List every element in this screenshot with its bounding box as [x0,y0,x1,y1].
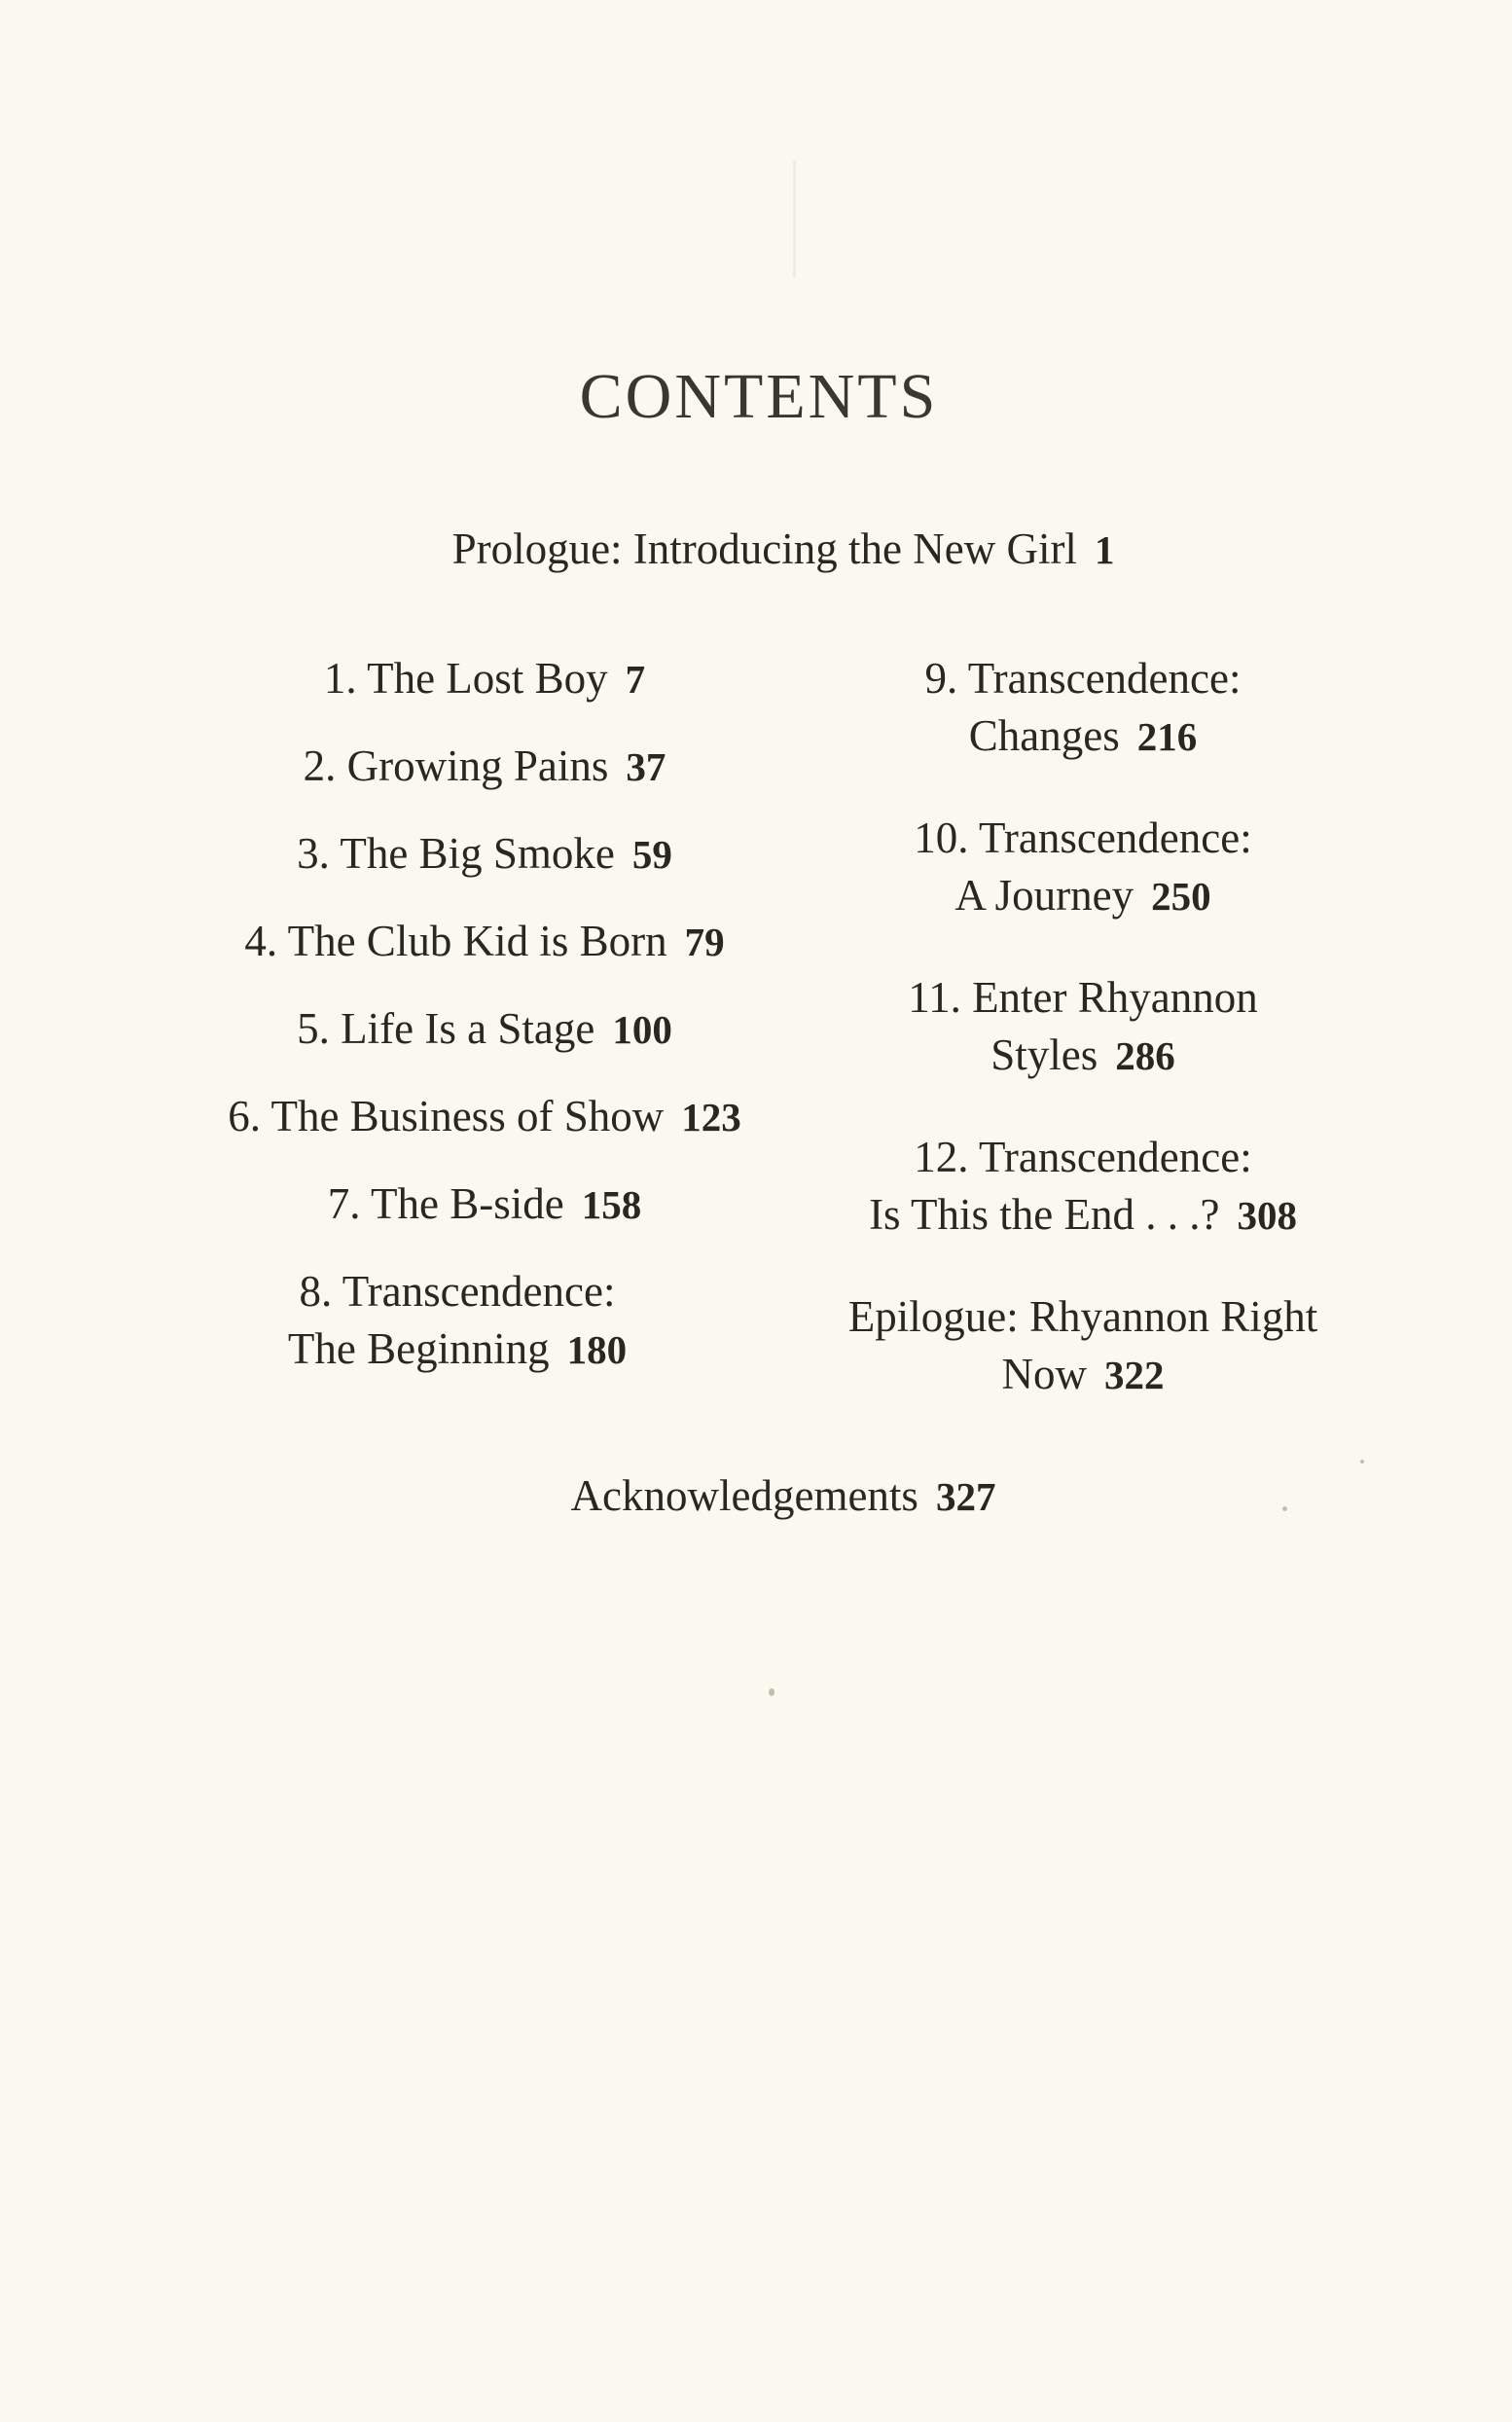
toc-entry-title-continued: Styles [990,1030,1098,1079]
toc-page-number: 79 [684,920,725,964]
paper-speck [1360,1460,1364,1464]
toc-chapter-11 [908,969,1258,1083]
toc-page-number: 180 [566,1326,628,1372]
toc-chapter-10 [914,810,1251,923]
toc-entry-title: 8. Transcendence: [299,1267,616,1316]
toc-entry-title: 7. The B-side [327,1179,564,1228]
page-title: CONTENTS [579,361,939,432]
toc-entry-title-continued: Changes [968,710,1120,760]
toc-entry-title: 2. Growing Pains [303,741,609,790]
toc-page-number: 308 [1237,1192,1297,1238]
toc-entry-title: 5. Life Is a Stage [297,1004,595,1053]
toc-chapter-8 [288,1263,627,1377]
toc-entry-title-continued: The Beginning [287,1323,550,1373]
toc-page-number: 327 [935,1474,996,1519]
toc-entry-title: 6. The Business of Show [228,1092,665,1140]
toc-acknowledgements [571,1467,996,1525]
toc-page-number: 1 [1094,527,1115,572]
toc-chapter-6 [228,1088,740,1145]
toc-page-number: 100 [612,1007,672,1052]
toc-chapter-5 [297,1000,672,1058]
toc-entry-title-continued: Is This the End . . .? [869,1189,1220,1239]
toc-page-number: 216 [1136,713,1198,759]
toc-chapter-1 [324,650,645,707]
toc-entry-title-continued: A Journey [954,870,1134,920]
toc-chapter-9 [925,650,1242,764]
toc-page-number: 37 [626,744,666,789]
toc-chapter-2 [304,738,666,795]
toc-epilogue [848,1288,1317,1402]
toc-entry-title: 12. Transcendence: [914,1133,1252,1181]
toc-chapter-3 [297,825,672,883]
toc-page-number: 7 [625,657,646,702]
toc-page-number: 286 [1115,1032,1175,1078]
toc-entry-title: 11. Enter Rhyannon [908,973,1258,1022]
toc-chapter-4 [244,913,724,970]
toc-entry-title: Prologue: Introducing the New Girl [451,524,1077,573]
toc-prologue [452,521,1115,578]
toc-page-number: 123 [681,1095,741,1139]
toc-page-number: 158 [581,1182,642,1227]
toc-entry-title: 1. The Lost Boy [323,654,608,703]
toc-page-number: 59 [631,832,672,877]
toc-entry-title: Acknowledgements [570,1471,918,1520]
toc-entry-title: 4. The Club Kid is Born [244,917,667,965]
toc-entry-title: 9. Transcendence: [924,654,1242,703]
toc-chapter-12 [869,1129,1297,1243]
toc-entry-title-continued: Now [1001,1349,1087,1398]
paper-speck [1282,1506,1287,1511]
toc-page-number: 250 [1151,873,1211,919]
paper-speck [769,1688,774,1696]
toc-entry-title: Epilogue: Rhyannon Right [847,1292,1318,1341]
toc-entry-title: 3. The Big Smoke [297,829,615,878]
toc-entry-title: 10. Transcendence: [914,813,1252,862]
toc-chapter-7 [328,1175,641,1233]
toc-page-number: 322 [1103,1352,1165,1397]
paper-crease [793,161,796,277]
